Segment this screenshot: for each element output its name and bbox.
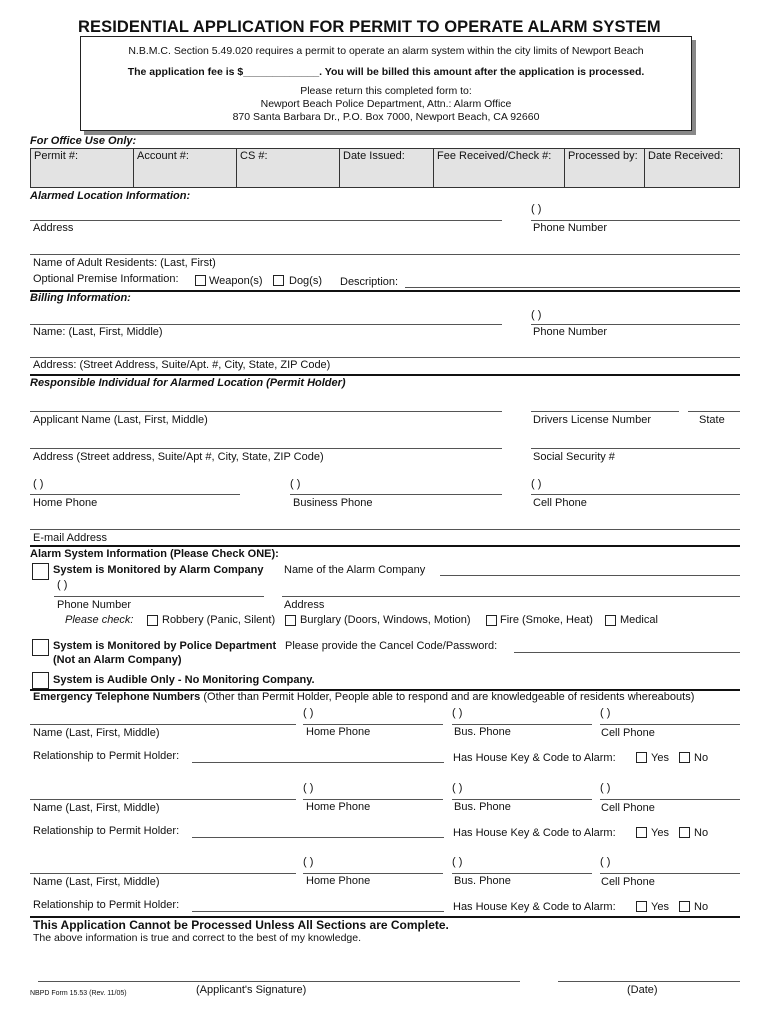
- contact3-bus-line[interactable]: [452, 873, 592, 874]
- completion-warning: This Application Cannot be Processed Unless All Sections are Complete.: [33, 918, 449, 932]
- form-number: NBPD Form 15.53 (Rev. 11/05): [30, 990, 127, 997]
- weapons-label: Weapon(s): [209, 275, 263, 287]
- home-phone-label: Home Phone: [33, 497, 98, 509]
- cell-phone-paren: ( ): [531, 478, 542, 490]
- email-label: E-mail Address: [33, 532, 107, 544]
- burglary-checkbox[interactable]: [285, 615, 296, 626]
- contact2-home-paren: ( ): [303, 782, 314, 794]
- contact3-housekey-label: Has House Key & Code to Alarm:: [453, 901, 616, 913]
- billing-name-line[interactable]: [30, 324, 502, 325]
- alarm-company-checkbox[interactable]: [32, 563, 49, 580]
- medical-label: Medical: [620, 614, 658, 626]
- contact3-bus-paren: ( ): [452, 856, 463, 868]
- alarmed-address-line[interactable]: [30, 220, 502, 221]
- contact2-no-checkbox[interactable]: [679, 827, 690, 838]
- medical-checkbox[interactable]: [605, 615, 616, 626]
- alarmed-phone-paren: ( ): [531, 203, 542, 215]
- alarm-company-label: System is Monitored by Alarm Company: [53, 564, 264, 576]
- ordinance-text: N.B.M.C. Section 5.49.020 requires a permit to operate an alarm system within the city limits of Newport Beach: [128, 45, 644, 57]
- residents-label: Name of Adult Residents: (Last, First): [33, 257, 216, 269]
- business-phone-label: Business Phone: [293, 497, 373, 509]
- audible-only-checkbox[interactable]: [32, 672, 49, 689]
- burglary-label: Burglary (Doors, Windows, Motion): [300, 614, 471, 626]
- section-divider-responsible: [30, 374, 740, 376]
- contact1-bus-line[interactable]: [452, 724, 592, 725]
- contact1-name-label: Name (Last, First, Middle): [33, 727, 160, 739]
- contact2-home-line[interactable]: [303, 799, 443, 800]
- contact3-name-line[interactable]: [30, 873, 296, 874]
- contact1-bus-label: Bus. Phone: [454, 726, 511, 738]
- office-use-table: [30, 148, 740, 188]
- weapons-checkbox[interactable]: [195, 275, 206, 286]
- company-name-label: Name of the Alarm Company: [284, 564, 426, 576]
- contact2-bus-line[interactable]: [452, 799, 592, 800]
- billing-phone-label: Phone Number: [533, 326, 607, 338]
- attestation-text: The above information is true and correct to the best of my knowledge.: [33, 932, 362, 944]
- office-cell-account: Account #:: [134, 149, 237, 187]
- optional-premise-label: Optional Premise Information:: [33, 273, 179, 285]
- email-line[interactable]: [30, 529, 740, 530]
- contact2-yes-checkbox[interactable]: [636, 827, 647, 838]
- billing-name-label: Name: (Last, First, Middle): [33, 326, 163, 338]
- office-cell-date-received: Date Received:: [648, 150, 724, 162]
- contact1-yes-label: Yes: [651, 752, 669, 764]
- dl-label: Drivers License Number: [533, 414, 651, 426]
- billing-phone-paren: ( ): [531, 309, 542, 321]
- contact2-yes-label: Yes: [651, 827, 669, 839]
- home-phone-line[interactable]: [30, 494, 240, 495]
- form-title: RESIDENTIAL APPLICATION FOR PERMIT TO OPERATE ALARM SYSTEM: [78, 18, 661, 36]
- company-address-line[interactable]: [282, 596, 740, 597]
- responsible-address-label: Address (Street address, Suite/Apt #, City, State, ZIP Code): [33, 451, 324, 463]
- contact1-no-checkbox[interactable]: [679, 752, 690, 763]
- contact3-relationship-line[interactable]: [192, 911, 444, 912]
- signature-label: (Applicant's Signature): [196, 984, 307, 996]
- residents-line[interactable]: [30, 254, 740, 255]
- contact1-yes-checkbox[interactable]: [636, 752, 647, 763]
- fire-checkbox[interactable]: [486, 615, 497, 626]
- alarmed-phone-label: Phone Number: [533, 222, 607, 234]
- return-line-3: 870 Santa Barbara Dr., P.O. Box 7000, Newport Beach, CA 92660: [232, 111, 540, 123]
- contact3-relationship-label: Relationship to Permit Holder:: [33, 899, 180, 911]
- ssn-line[interactable]: [531, 448, 740, 449]
- contact3-name-label: Name (Last, First, Middle): [33, 876, 160, 888]
- billing-address-line[interactable]: [30, 357, 740, 358]
- return-line-2: Newport Beach Police Department, Attn.: Alarm Office: [260, 98, 512, 110]
- contact3-bus-label: Bus. Phone: [454, 875, 511, 887]
- contact3-cell-label: Cell Phone: [601, 876, 655, 888]
- office-cell-fee: Fee Received/Check #:: [434, 149, 565, 187]
- audible-only-label: System is Audible Only - No Monitoring Company.: [53, 674, 315, 686]
- office-heading: For Office Use Only:: [30, 135, 137, 147]
- applicant-name-label: Applicant Name (Last, First, Middle): [33, 414, 208, 426]
- contact2-cell-label: Cell Phone: [601, 802, 655, 814]
- dogs-label: Dog(s): [289, 275, 323, 287]
- signature-line[interactable]: [38, 981, 520, 982]
- contact2-cell-line[interactable]: [600, 799, 740, 800]
- home-phone-paren: ( ): [33, 478, 44, 490]
- office-cell-cs: CS #:: [237, 149, 340, 187]
- contact1-housekey-label: Has House Key & Code to Alarm:: [453, 752, 616, 764]
- contact3-cell-line[interactable]: [600, 873, 740, 874]
- section-divider-system: [30, 545, 740, 547]
- company-address-label: Address: [284, 599, 325, 611]
- please-check-label: Please check:: [65, 614, 134, 626]
- not-company-label: (Not an Alarm Company): [53, 654, 182, 666]
- business-phone-line[interactable]: [290, 494, 502, 495]
- cell-phone-line[interactable]: [531, 494, 740, 495]
- contact2-housekey-label: Has House Key & Code to Alarm:: [453, 827, 616, 839]
- ssn-label: Social Security #: [533, 451, 615, 463]
- fee-text: The application fee is $_____________. You will be billed this amount after the application is processed.: [127, 66, 645, 78]
- company-phone-line[interactable]: [54, 596, 264, 597]
- contact1-relationship-line[interactable]: [192, 762, 444, 763]
- dogs-checkbox[interactable]: [273, 275, 284, 286]
- date-line[interactable]: [558, 981, 740, 982]
- robbery-checkbox[interactable]: [147, 615, 158, 626]
- state-label: State: [699, 414, 725, 426]
- contact1-home-line[interactable]: [303, 724, 443, 725]
- cancel-code-line[interactable]: [514, 652, 740, 653]
- contact3-no-label: No: [694, 901, 709, 913]
- state-line[interactable]: [688, 411, 740, 412]
- applicant-name-line[interactable]: [30, 411, 502, 412]
- company-name-line[interactable]: [440, 575, 740, 576]
- robbery-label: Robbery (Panic, Silent): [162, 614, 276, 626]
- date-label: (Date): [627, 984, 658, 996]
- company-phone-paren: ( ): [57, 579, 68, 591]
- responsible-heading: Responsible Individual for Alarmed Location (Permit Holder): [30, 377, 346, 389]
- contact1-cell-line[interactable]: [600, 724, 740, 725]
- billing-heading: Billing Information:: [30, 292, 131, 304]
- contact2-cell-paren: ( ): [600, 782, 611, 794]
- contact2-bus-paren: ( ): [452, 782, 463, 794]
- contact1-home-paren: ( ): [303, 707, 314, 719]
- contact1-relationship-label: Relationship to Permit Holder:: [33, 750, 180, 762]
- contact2-name-line[interactable]: [30, 799, 296, 800]
- contact1-name-line[interactable]: [30, 724, 296, 725]
- contact3-no-checkbox[interactable]: [679, 901, 690, 912]
- office-cell-date-issued: Date Issued:: [340, 149, 434, 187]
- police-monitored-label: System is Monitored by Police Department: [53, 640, 277, 652]
- contact1-cell-label: Cell Phone: [601, 727, 655, 739]
- contact2-relationship-line[interactable]: [192, 837, 444, 838]
- contact1-home-label: Home Phone: [306, 726, 371, 738]
- office-cell-permit: Permit #:: [31, 149, 134, 187]
- contact1-no-label: No: [694, 752, 709, 764]
- header-box: [80, 36, 692, 131]
- contact3-home-label: Home Phone: [306, 875, 371, 887]
- company-phone-label: Phone Number: [57, 599, 131, 611]
- billing-phone-line[interactable]: [531, 324, 740, 325]
- contact2-home-label: Home Phone: [306, 801, 371, 813]
- cancel-code-label: Please provide the Cancel Code/Password:: [285, 640, 498, 652]
- dl-line[interactable]: [531, 411, 679, 412]
- contact3-home-line[interactable]: [303, 873, 443, 874]
- contact2-name-label: Name (Last, First, Middle): [33, 802, 160, 814]
- alarmed-heading: Alarmed Location Information:: [30, 190, 191, 202]
- system-heading: Alarm System Information (Please Check ONE):: [30, 548, 279, 560]
- return-line-1: Please return this completed form to:: [300, 85, 472, 97]
- office-cell-processed: Processed by:: [565, 149, 645, 187]
- description-label: Description:: [340, 276, 399, 288]
- billing-address-label: Address: (Street Address, Suite/Apt. #, City, State, ZIP Code): [33, 359, 331, 371]
- contact1-bus-paren: ( ): [452, 707, 463, 719]
- contact2-bus-label: Bus. Phone: [454, 801, 511, 813]
- section-divider-billing: [30, 290, 740, 292]
- description-line[interactable]: [405, 287, 740, 288]
- fire-label: Fire (Smoke, Heat): [500, 614, 593, 626]
- contact2-relationship-label: Relationship to Permit Holder:: [33, 825, 180, 837]
- alarmed-phone-line[interactable]: [531, 220, 740, 221]
- alarmed-address-label: Address: [33, 222, 74, 234]
- contact3-yes-label: Yes: [651, 901, 669, 913]
- contact3-home-paren: ( ): [303, 856, 314, 868]
- business-phone-paren: ( ): [290, 478, 301, 490]
- contact3-cell-paren: ( ): [600, 856, 611, 868]
- emergency-heading: Emergency Telephone Numbers (Other than Permit Holder, People able to respond and are knowledgeable of residents whereabouts): [33, 691, 695, 703]
- police-monitored-checkbox[interactable]: [32, 639, 49, 656]
- contact3-yes-checkbox[interactable]: [636, 901, 647, 912]
- contact2-no-label: No: [694, 827, 709, 839]
- cell-phone-label: Cell Phone: [533, 497, 587, 509]
- contact1-cell-paren: ( ): [600, 707, 611, 719]
- responsible-address-line[interactable]: [30, 448, 502, 449]
